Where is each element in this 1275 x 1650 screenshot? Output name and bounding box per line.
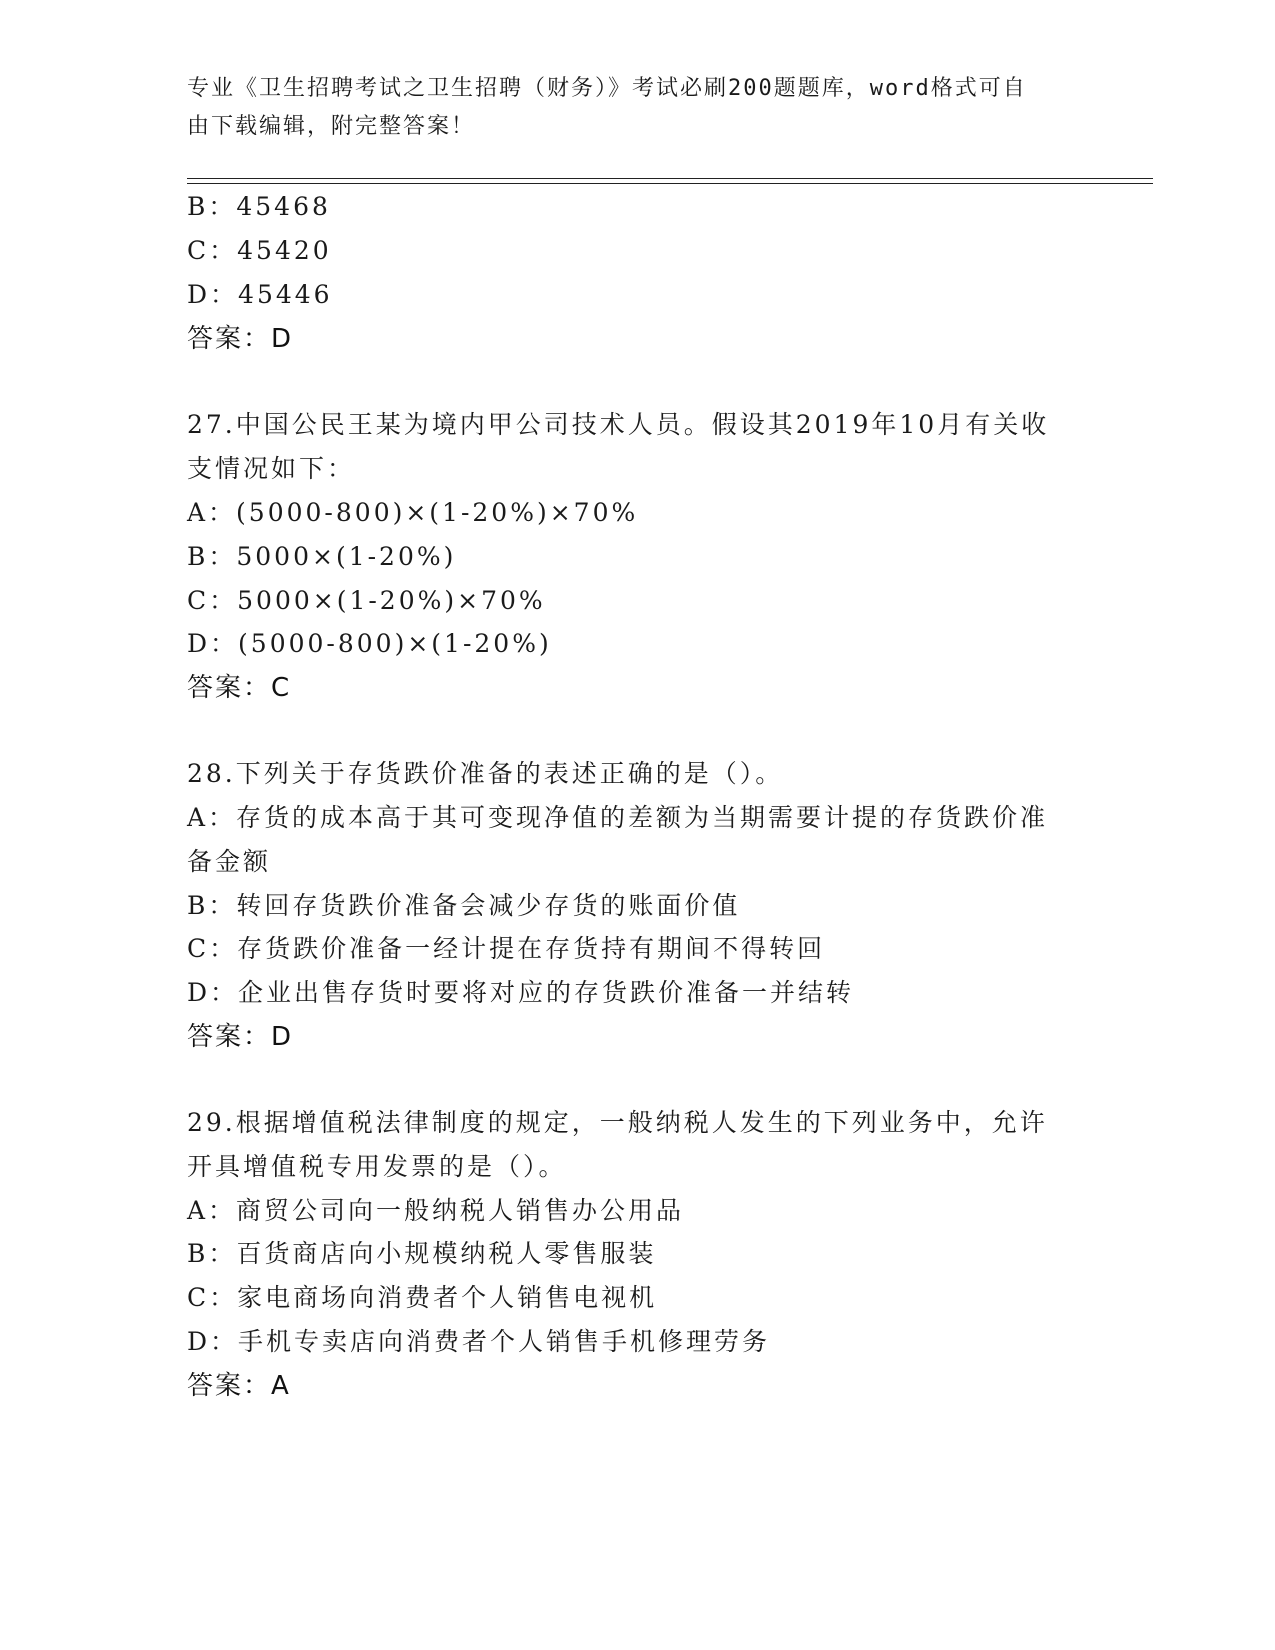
q27-stem-line-1: 27.中国公民王某为境内甲公司技术人员。假设其2019年10月有关收 (187, 410, 1050, 439)
q28-stem: 28.下列关于存货跌价准备的表述正确的是（）。 (187, 759, 784, 788)
q29-answer: 答案：A (187, 1371, 291, 1401)
q26-option-d: D：45446 (187, 280, 333, 309)
q27-option-b: B：5000×(1-20%) (187, 542, 457, 571)
q27-option-a: A：(5000-800)×(1-20%)×70% (187, 498, 639, 527)
header-divider-top (187, 178, 1153, 179)
header-line-2: 由下载编辑，附完整答案！ (187, 114, 476, 139)
q28-option-a-line-1: A：存货的成本高于其可变现净值的差额为当期需要计提的存货跌价准 (187, 803, 1049, 832)
header-divider-bottom (187, 183, 1153, 184)
q29-stem-line-2: 开具增值税专用发票的是（）。 (187, 1152, 567, 1181)
q29-option-c: C：家电商场向消费者个人销售电视机 (187, 1283, 658, 1312)
q28-option-a-line-2: 备金额 (187, 847, 272, 876)
q26-option-b: B：45468 (187, 192, 331, 221)
q28-answer: 答案：D (187, 1022, 294, 1052)
q27-option-c: C：5000×(1-20%)×70% (187, 586, 546, 615)
q29-option-a: A：商贸公司向一般纳税人销售办公用品 (187, 1196, 685, 1225)
document-header (187, 70, 1067, 146)
q27-answer: 答案：C (187, 673, 292, 703)
q28-option-b: B：转回存货跌价准备会减少存货的账面价值 (187, 891, 741, 920)
q26-option-c: C：45420 (187, 236, 332, 265)
q28-option-d: D：企业出售存货时要将对应的存货跌价准备一并结转 (187, 978, 855, 1007)
q29-option-d: D：手机专卖店向消费者个人销售手机修理劳务 (187, 1327, 771, 1356)
q26-answer: 答案：D (187, 324, 294, 354)
q29-stem-line-1: 29.根据增值税法律制度的规定，一般纳税人发生的下列业务中，允许 (187, 1108, 1048, 1137)
q29-option-b: B：百货商店向小规模纳税人零售服装 (187, 1239, 657, 1268)
q28-option-c: C：存货跌价准备一经计提在存货持有期间不得转回 (187, 934, 826, 963)
header-line-1: 专业《卫生招聘考试之卫生招聘（财务）》考试必刷200题题库，word格式可自 (187, 76, 1027, 101)
q27-stem-line-2: 支情况如下： (187, 454, 356, 483)
q27-option-d: D：(5000-800)×(1-20%) (187, 629, 552, 658)
